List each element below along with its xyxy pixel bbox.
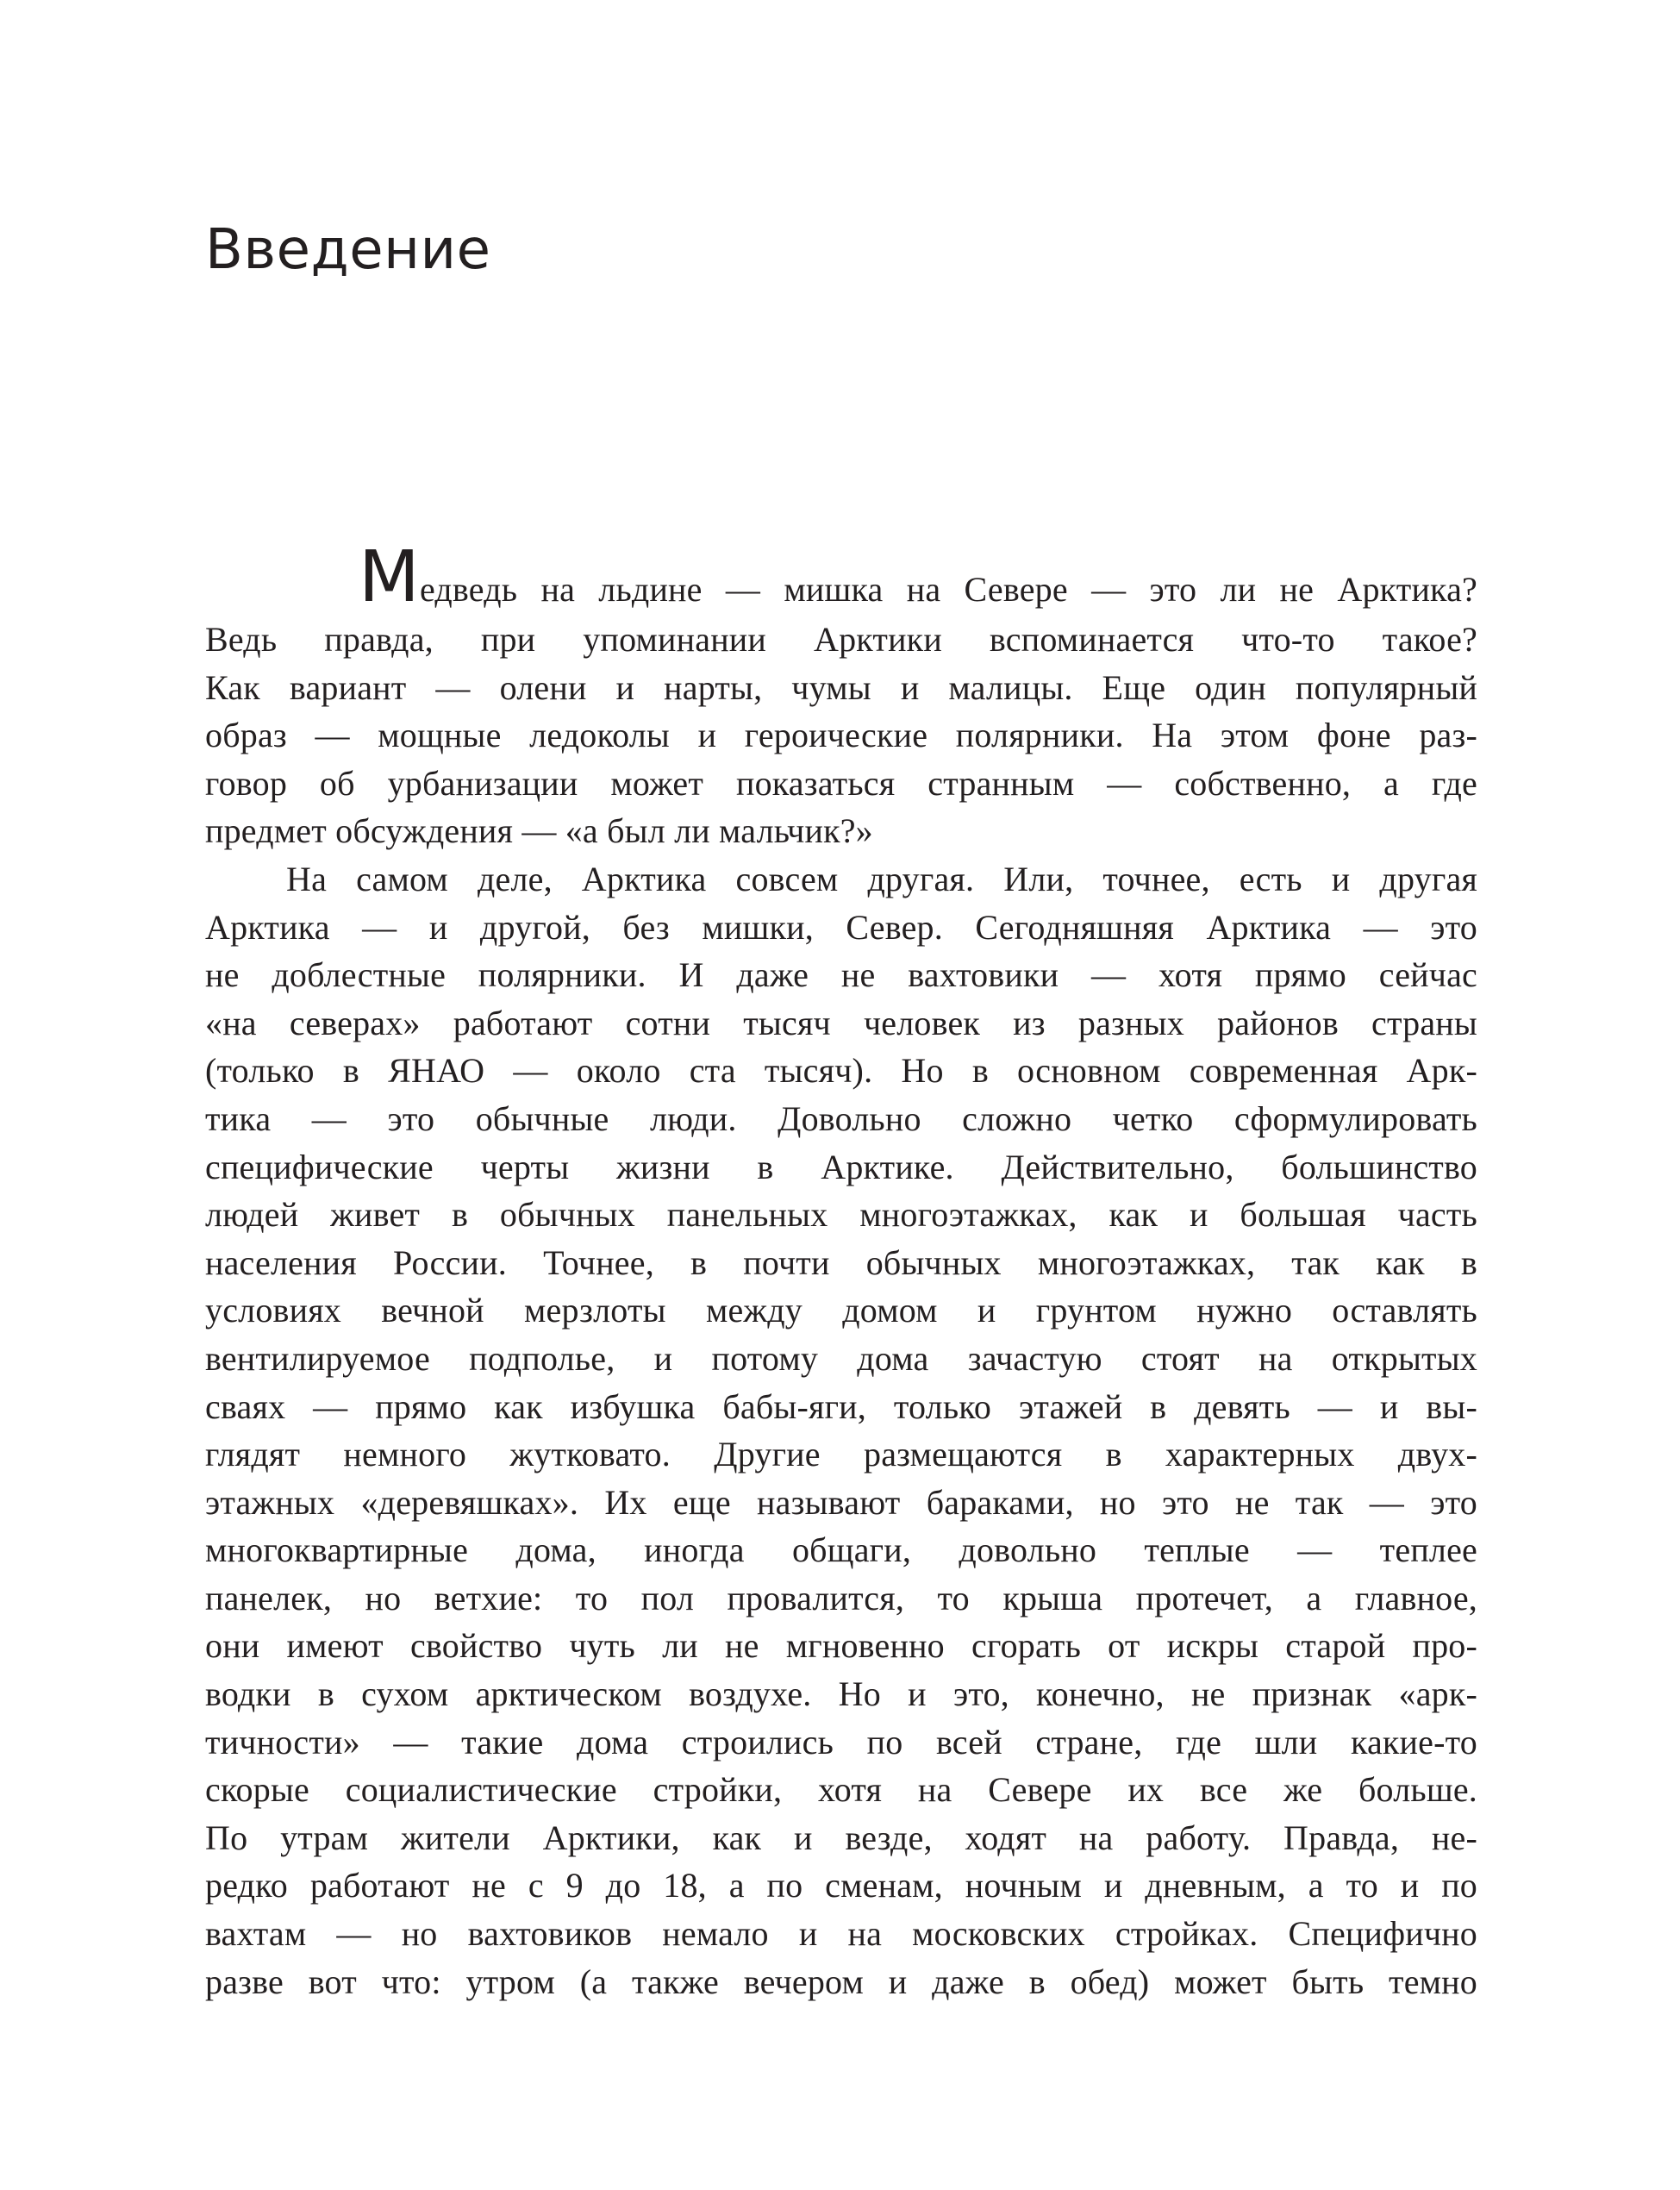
drop-cap: М: [359, 536, 420, 618]
paragraph-line: водки в сухом арктическом воздухе. Но и это, конечно, не признак «арк-: [205, 1674, 1477, 1714]
paragraph-line: тика — это обычные люди. Довольно сложно четко сформулировать: [205, 1098, 1477, 1138]
paragraph-line: вентилируемое подполье, и потому дома зачастую стоят на открытых: [205, 1338, 1477, 1378]
paragraph-line: редко работают не с 9 до 18, а по сменам, ночным и дневным, а то и по: [205, 1866, 1477, 1905]
paragraph-line: не доблестные полярники. И даже не вахтовики — хотя прямо сейчас: [205, 955, 1477, 995]
paragraph-line: По утрам жители Арктики, как и везде, ходят на работу. Правда, не-: [205, 1818, 1477, 1857]
paragraph-line: образ — мощные ледоколы и героические полярники. На этом фоне раз-: [205, 716, 1477, 755]
paragraph-line: (только в ЯНАО — около ста тысяч). Но в основном современная Арк-: [205, 1051, 1477, 1091]
paragraph-line: вахтам — но вахтовиков немало и на московских стройках. Специфично: [205, 1914, 1477, 1954]
paragraph-line: Арктика — и другой, без мишки, Север. Сегодняшняя Арктика — это: [205, 907, 1477, 947]
paragraph-line: На самом деле, Арктика совсем другая. Или, точнее, есть и другая: [286, 859, 1477, 898]
chapter-title: Введение: [205, 218, 491, 282]
paragraph-2: [205, 855, 1477, 2005]
paragraph-line: предмет обсуждения — «а был ли мальчик?»: [205, 811, 873, 851]
paragraph-line: этажных «деревяшках». Их еще называют бараками, но это не так — это: [205, 1482, 1477, 1522]
paragraph-line: населения России. Точнее, в почти обычных многоэтажках, так как в: [205, 1242, 1477, 1282]
paragraph-line: людей живет в обычных панельных многоэтажках, как и большая часть: [205, 1195, 1477, 1235]
paragraph-line: скорые социалистические стройки, хотя на Севере их все же больше.: [205, 1770, 1477, 1810]
paragraph-1: [205, 536, 1477, 855]
paragraph-line: панелек, но ветхие: то пол провалится, то крыша протечет, а главное,: [205, 1578, 1477, 1617]
paragraph-line: Ведь правда, при упоминании Арктики вспоминается что-то такое?: [205, 620, 1477, 659]
paragraph-line: Медведь на льдине — мишка на Севере — это ли не Арктика?: [359, 536, 1477, 618]
paragraph-line: тичности» — такие дома строились по всей стране, где шли какие-то: [205, 1722, 1477, 1761]
paragraph-line: многоквартирные дома, иногда общаги, довольно теплые — теплее: [205, 1530, 1477, 1570]
paragraph-line: глядят немного жутковато. Другие размещаются в характерных двух-: [205, 1435, 1477, 1474]
paragraph-line: говор об урбанизации может показаться странным — собственно, а где: [205, 763, 1477, 803]
paragraph-line: условиях вечной мерзлоты между домом и грунтом нужно оставлять: [205, 1291, 1477, 1330]
paragraph-line: сваях — прямо как избушка бабы-яги, только этажей в девять — и вы-: [205, 1386, 1477, 1426]
body-text: [205, 536, 1477, 2005]
paragraph-line: специфические черты жизни в Арктике. Действительно, большинство: [205, 1147, 1477, 1186]
paragraph-line: «на северах» работают сотни тысяч человек из разных районов страны: [205, 1003, 1477, 1042]
paragraph-line: они имеют свойство чуть ли не мгновенно сгорать от искры старой про-: [205, 1626, 1477, 1666]
paragraph-line: разве вот что: утром (а также вечером и даже в обед) может быть темно: [205, 1962, 1477, 2001]
paragraph-line: Как вариант — олени и нарты, чумы и малицы. Еще один популярный: [205, 667, 1477, 707]
